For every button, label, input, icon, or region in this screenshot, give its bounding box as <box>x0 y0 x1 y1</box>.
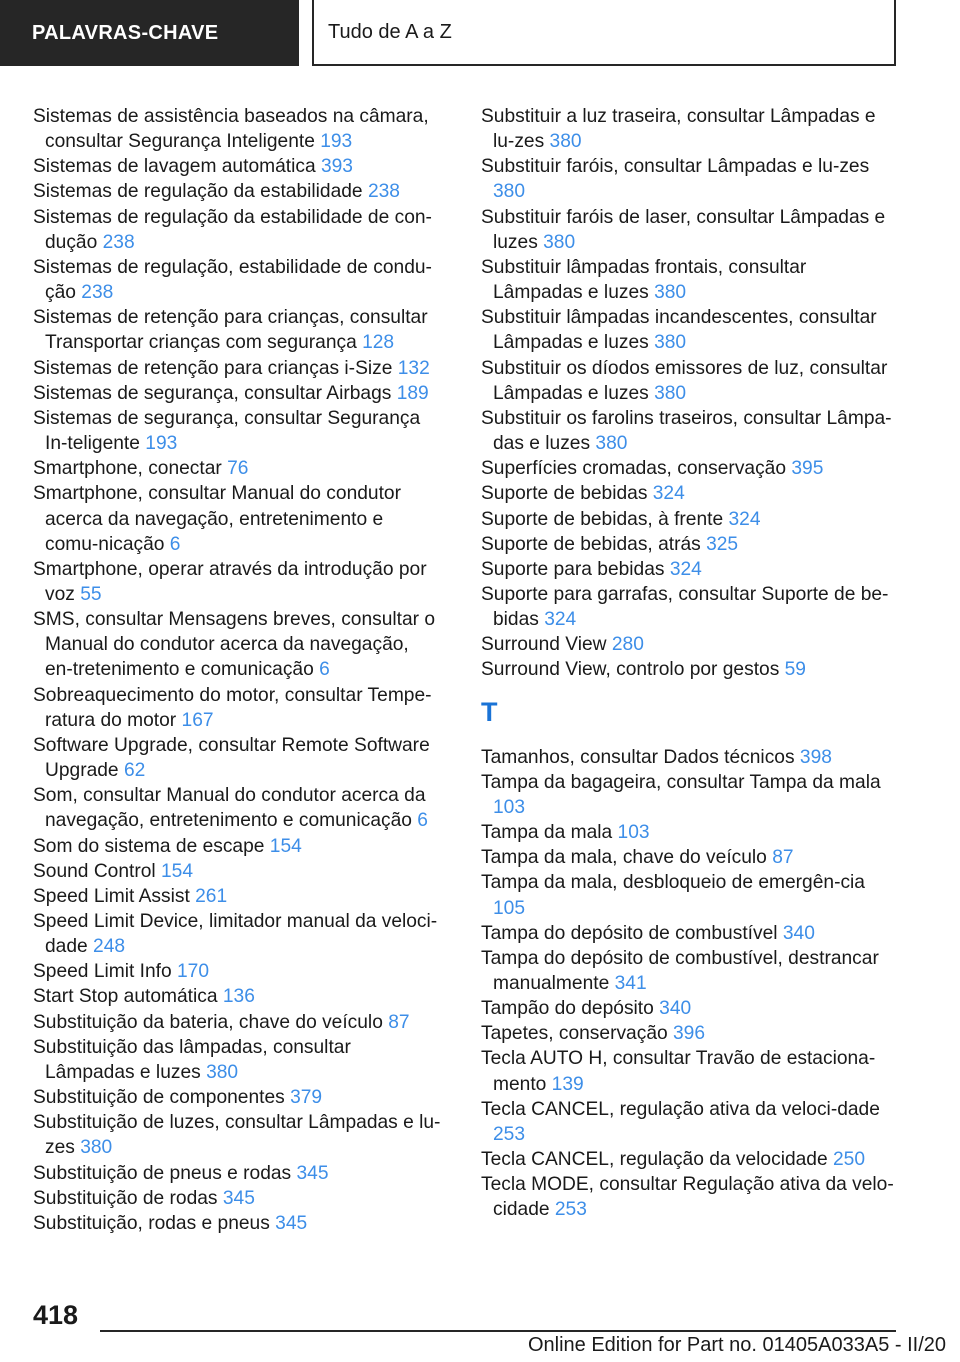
index-entry-text: Software Upgrade, consultar Remote Software Upgrade <box>33 734 430 782</box>
index-entry <box>481 1046 899 1096</box>
index-entry-text: Tamanhos, consultar Dados técnicos <box>481 746 795 768</box>
index-entry <box>33 205 441 255</box>
index-entry-text: Tecla CANCEL, regulação da velocidade <box>481 1149 828 1171</box>
index-entry-text: Tampão do depósito <box>481 998 654 1020</box>
footer-divider <box>100 1330 896 1332</box>
page-reference-link[interactable]: 324 <box>669 558 702 580</box>
edition-footer: Online Edition for Part no. 01405A033A5 - II/20 <box>527 1334 946 1356</box>
index-entry <box>481 946 899 996</box>
index-entry-text: Substituir lâmpadas frontais, consultar Lâmpadas e luzes <box>481 256 807 304</box>
index-entry-text: Sistemas de regulação, estabilidade de condu‐ção <box>33 256 432 304</box>
index-entry-text: Tampa da bagageira, consultar Tampa da mala <box>481 771 881 793</box>
page-reference-link[interactable]: 280 <box>611 634 644 656</box>
index-entry <box>33 1085 441 1110</box>
index-entry <box>33 607 441 682</box>
index-entry-text: Substituição de pneus e rodas <box>33 1162 292 1184</box>
index-entry-text: Speed Limit Assist <box>33 885 190 907</box>
index-entry <box>33 356 441 381</box>
page-reference-link[interactable]: 87 <box>772 847 794 869</box>
index-entry <box>33 884 441 909</box>
index-entry-text: Substituir a luz traseira, consultar Lâmpadas e lu‐zes <box>481 106 876 153</box>
index-entry <box>33 255 441 305</box>
index-entry <box>33 557 441 607</box>
index-entry <box>481 632 899 657</box>
index-entry <box>481 456 899 481</box>
index-entry-text: Tampa da mala, desbloqueio de emergên‐cia <box>481 872 865 894</box>
page-reference-link[interactable]: 76 <box>227 458 249 480</box>
index-entry-text: Suporte de bebidas <box>481 483 648 505</box>
index-column-left <box>33 104 441 1236</box>
page-reference-link[interactable]: 324 <box>652 483 685 505</box>
index-entry-text: Smartphone, operar através da introdução por voz <box>33 558 427 605</box>
page-reference-link[interactable]: 253 <box>493 1123 526 1145</box>
index-entry <box>33 1010 441 1035</box>
index-entry-text: Som, consultar Manual do condutor acerca da navegação, entretenimento e comunicação <box>33 785 426 832</box>
page-reference-link[interactable]: 396 <box>673 1023 706 1045</box>
page-reference-link[interactable]: 62 <box>123 760 146 782</box>
page-reference-link[interactable]: 380 <box>654 282 687 304</box>
index-entry-text: Superfícies cromadas, conservação <box>481 458 787 480</box>
page-reference-link[interactable]: 261 <box>195 885 228 907</box>
page-reference-link[interactable]: 103 <box>617 822 650 844</box>
index-entry <box>481 745 899 770</box>
index-entry-text: Sistemas de retenção para crianças i-Size <box>33 357 393 379</box>
index-entry-text: Sistemas de segurança, consultar Airbags <box>33 382 392 404</box>
page-reference-link[interactable]: 167 <box>181 709 214 731</box>
index-entry <box>481 582 899 632</box>
index-entry-text: Sound Control <box>33 860 156 882</box>
index-entry-text: Substituir os díodos emissores de luz, consultar Lâmpadas e luzes <box>481 357 888 404</box>
index-entry <box>33 406 441 456</box>
index-entry-text: Surround View <box>481 634 607 656</box>
index-entry <box>33 179 441 204</box>
index-entry <box>481 557 899 582</box>
index-entry <box>33 1035 441 1085</box>
index-entry <box>481 205 899 255</box>
page-reference-link[interactable]: 345 <box>275 1212 308 1234</box>
index-entry <box>33 959 441 984</box>
page-reference-link[interactable]: 393 <box>320 156 353 178</box>
page-reference-link[interactable]: 325 <box>706 533 739 555</box>
page-reference-link[interactable]: 132 <box>397 357 430 379</box>
index-entry <box>481 921 899 946</box>
index-entry-text: SMS, consultar Mensagens breves, consultar o Manual do condutor acerca da navegação, en‐tretenimento e comunicação <box>33 609 436 681</box>
index-entry-text: Tecla CANCEL, regulação ativa da veloci‐dade <box>481 1098 880 1120</box>
page-reference-link[interactable]: 6 <box>417 810 428 832</box>
index-entry <box>481 1097 899 1147</box>
page-reference-link[interactable]: 380 <box>654 332 687 354</box>
section-tab: PALAVRAS-CHAVE <box>0 0 299 66</box>
index-entry <box>33 305 441 355</box>
page-reference-link[interactable]: 87 <box>388 1011 410 1033</box>
index-entry <box>481 406 899 456</box>
index-entry-text: Speed Limit Info <box>33 961 172 983</box>
index-entry-text: Substituição da bateria, chave do veículo <box>33 1011 383 1033</box>
index-entry <box>481 532 899 557</box>
index-entry-text: Sistemas de assistência baseados na câmara, consultar Segurança Inteligente <box>33 106 429 153</box>
index-group-s <box>481 104 899 683</box>
index-entry-text: Substituição de rodas <box>33 1187 218 1209</box>
page-reference-link[interactable]: 170 <box>177 961 210 983</box>
chapter-title: Tudo de A a Z <box>312 0 896 66</box>
index-entry-text: Speed Limit Device, limitador manual da veloci‐dade <box>33 911 438 958</box>
index-entry <box>481 305 899 355</box>
index-entry-text: Substituir os farolins traseiros, consultar Lâmpa‐das e luzes <box>481 407 892 455</box>
index-column-right <box>481 104 899 1223</box>
index-entry <box>481 104 899 154</box>
index-entry <box>33 783 441 833</box>
index-entry-text: Substituição de componentes <box>33 1087 285 1109</box>
page-reference-link[interactable]: 380 <box>493 181 526 203</box>
index-entry <box>33 1161 441 1186</box>
index-entry-text: Sistemas de retenção para crianças, consultar Transportar crianças com segurança <box>33 307 428 354</box>
page-reference-link[interactable]: 324 <box>728 508 761 530</box>
index-entry <box>33 481 441 556</box>
page-reference-link[interactable]: 345 <box>222 1187 255 1209</box>
page-reference-link[interactable]: 324 <box>544 609 577 631</box>
index-entry-text: Tecla MODE, consultar Regulação ativa da velo‐cidade <box>481 1174 894 1221</box>
index-entry <box>481 507 899 532</box>
index-entry <box>481 1021 899 1046</box>
index-entry <box>33 456 441 481</box>
index-entry <box>481 255 899 305</box>
index-entry <box>481 996 899 1021</box>
page-reference-link[interactable]: 395 <box>791 458 824 480</box>
index-entry-text: Substituição, rodas e pneus <box>33 1212 270 1234</box>
index-entry <box>481 770 899 820</box>
section-letter-t: T <box>481 696 498 727</box>
index-entry-text: Sistemas de regulação da estabilidade de con‐dução <box>33 206 432 253</box>
page-reference-link[interactable]: 398 <box>799 746 832 768</box>
index-entry-text: Sistemas de segurança, consultar Segurança In‐teligente <box>33 407 421 455</box>
page-reference-link[interactable]: 193 <box>320 131 353 153</box>
index-entry <box>481 820 899 845</box>
index-entry-text: Substituir lâmpadas incandescentes, consultar Lâmpadas e luzes <box>481 307 877 354</box>
index-entry-text: Substituir faróis, consultar Lâmpadas e lu‐zes <box>481 156 870 178</box>
index-entry <box>33 1110 441 1160</box>
page-reference-link[interactable]: 189 <box>396 382 429 404</box>
page-reference-link[interactable]: 55 <box>80 583 102 605</box>
page-reference-link[interactable]: 59 <box>784 659 806 681</box>
index-entry <box>33 381 441 406</box>
index-entry <box>481 870 899 920</box>
index-entry-text: Tampa do depósito de combustível <box>481 922 778 944</box>
page-reference-link[interactable]: 238 <box>367 181 400 203</box>
index-entry-text: Start Stop automática <box>33 986 218 1008</box>
index-entry-text: Substituição das lâmpadas, consultar Lâmpadas e luzes <box>33 1036 351 1083</box>
index-entry <box>33 1211 441 1236</box>
index-entry-text: Tampa do depósito de combustível, destrancar manualmente <box>481 947 879 994</box>
page-reference-link[interactable]: 379 <box>290 1087 323 1109</box>
page-reference-link[interactable]: 380 <box>206 1061 239 1083</box>
index-entry-text: Sistemas de regulação da estabilidade <box>33 181 363 203</box>
page-reference-link[interactable]: 238 <box>102 231 135 253</box>
index-entry <box>33 154 441 179</box>
page-reference-link[interactable]: 250 <box>832 1149 865 1171</box>
index-entry-text: Smartphone, consultar Manual do condutor acerca da navegação, entretenimento e comu‐nicação <box>33 483 401 555</box>
index-entry <box>481 1172 899 1222</box>
index-entry <box>33 834 441 859</box>
index-entry <box>481 481 899 506</box>
page-reference-link[interactable]: 6 <box>169 533 181 555</box>
index-entry-text: Tecla AUTO H, consultar Travão de estaciona‐mento <box>481 1048 876 1095</box>
page-reference-link[interactable]: 380 <box>543 231 576 253</box>
index-entry-text: Sistemas de lavagem automática <box>33 156 316 178</box>
index-entry-text: Surround View, controlo por gestos <box>481 659 780 681</box>
index-entry <box>33 984 441 1009</box>
index-entry <box>33 859 441 884</box>
page-reference-link[interactable]: 380 <box>549 131 582 153</box>
index-entry-text: Som do sistema de escape <box>33 835 265 857</box>
index-entry-text: Substituir faróis de laser, consultar Lâmpadas e luzes <box>481 206 886 253</box>
page-reference-link[interactable]: 154 <box>161 860 194 882</box>
index-entry <box>481 154 899 204</box>
index-entry <box>33 1186 441 1211</box>
index-entry-text: Smartphone, conectar <box>33 458 222 480</box>
page-number: 418 <box>33 1300 79 1330</box>
page-reference-link[interactable]: 139 <box>551 1073 584 1095</box>
page-reference-link[interactable]: 238 <box>81 282 114 304</box>
page-reference-link[interactable]: 341 <box>614 973 647 994</box>
page-reference-link[interactable]: 154 <box>269 835 302 857</box>
index-entry <box>481 1147 899 1172</box>
index-entry-text: Tampa da mala, chave do veículo <box>481 847 767 869</box>
index-entry-text: Substituição de luzes, consultar Lâmpadas e lu‐zes <box>33 1112 441 1159</box>
page-reference-link[interactable]: 253 <box>554 1199 587 1221</box>
page-reference-link[interactable]: 248 <box>93 936 126 958</box>
index-group-t <box>481 745 899 1223</box>
index-entry-text: Suporte de bebidas, à frente <box>481 508 724 530</box>
index-entry <box>33 909 441 959</box>
page-reference-link[interactable]: 380 <box>595 433 628 455</box>
page-reference-link[interactable]: 105 <box>493 897 526 919</box>
page-reference-link[interactable]: 340 <box>782 922 815 944</box>
index-entry <box>481 657 899 682</box>
index-entry-text: Suporte para bebidas <box>481 558 665 580</box>
page-reference-link[interactable]: 380 <box>80 1137 113 1159</box>
page-reference-link[interactable]: 136 <box>222 986 255 1008</box>
index-entry-text: Sobreaquecimento do motor, consultar Tempe‐ratura do motor <box>33 684 432 731</box>
page-reference-link[interactable]: 103 <box>493 796 526 818</box>
page-reference-link[interactable]: 6 <box>319 659 330 681</box>
index-entry <box>33 733 441 783</box>
index-entry <box>481 356 899 406</box>
page-reference-link[interactable]: 340 <box>659 998 692 1020</box>
page-reference-link[interactable]: 128 <box>362 332 395 354</box>
page-reference-link[interactable]: 345 <box>296 1162 329 1184</box>
index-entry-text: Tapetes, conservação <box>481 1023 668 1045</box>
index-entry <box>481 845 899 870</box>
page-reference-link[interactable]: 380 <box>654 382 687 404</box>
index-entry <box>33 104 441 154</box>
index-entry-text: Suporte de bebidas, atrás <box>481 533 701 555</box>
index-entry-text: Tampa da mala <box>481 822 613 844</box>
index-entry-text: Suporte para garrafas, consultar Suporte de be‐bidas <box>481 583 889 631</box>
index-entry <box>33 683 441 733</box>
page-reference-link[interactable]: 193 <box>145 433 178 455</box>
